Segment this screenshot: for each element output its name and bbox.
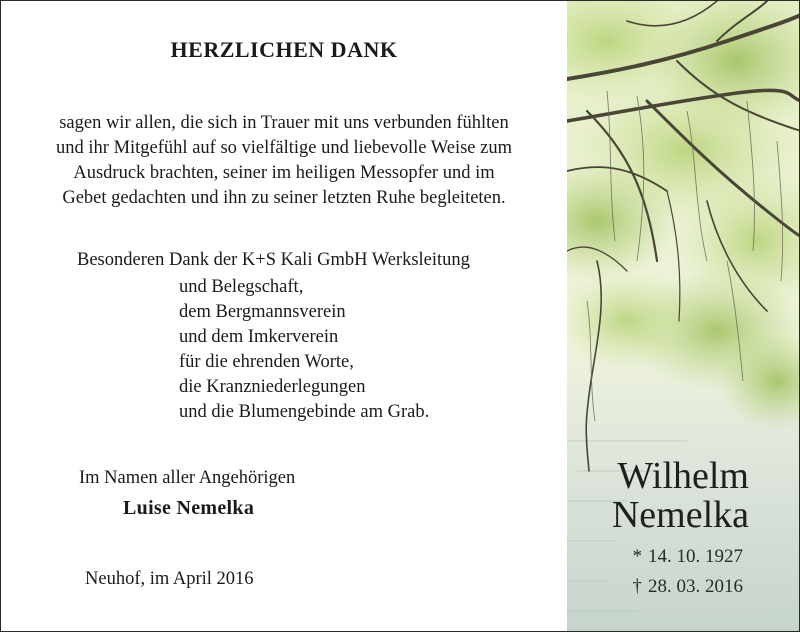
paragraph-line: sagen wir allen, die sich in Trauer mit uns verbunden fühlten (59, 113, 509, 133)
birth-date-line (633, 546, 744, 568)
on-behalf-line: Im Namen aller Angehörigen (79, 468, 296, 488)
paragraph-line: und ihr Mitgefühl auf so vielfältige und liebevolle Weise zum (56, 138, 512, 158)
birth-date: 14. 10. 1927 (648, 546, 743, 567)
notice-title: HERZLICHEN DANK (170, 37, 398, 62)
special-thanks-heading: Besonderen Dank der K+S Kali GmbH Werksleitung (77, 250, 470, 270)
thanks-paragraph (1, 111, 567, 211)
signer-name: Luise Nemelka (123, 497, 255, 519)
place-date: Neuhof, im April 2016 (85, 569, 254, 589)
special-thanks-item: und Belegschaft, (179, 277, 304, 297)
death-cross-icon: † (632, 576, 642, 597)
special-thanks-item: dem Bergmannsverein (179, 302, 346, 322)
paragraph-line: Ausdruck brachten, seiner im heiligen Messopfer und im (73, 163, 495, 183)
birth-symbol: * (632, 546, 642, 567)
special-thanks-item: für die ehrenden Worte, (179, 352, 354, 372)
paragraph-line: Gebet gedachten und ihn zu seiner letzten Ruhe begleiteten. (62, 188, 506, 208)
special-thanks-list (179, 275, 429, 425)
deceased-last-name: Nemelka (611, 494, 749, 536)
special-thanks-item: und dem Imkerverein (179, 327, 339, 347)
tree-photo-illustration (567, 1, 800, 632)
death-date: 28. 03. 2016 (648, 576, 743, 597)
text-column (1, 1, 567, 632)
special-thanks-item: und die Blumengebinde am Grab. (179, 402, 430, 422)
deceased-first-name: Wilhelm (617, 455, 749, 497)
special-thanks-item: die Kranzniederlegungen (179, 377, 366, 397)
death-date-line (633, 576, 744, 598)
memorial-photo-panel (567, 1, 800, 632)
